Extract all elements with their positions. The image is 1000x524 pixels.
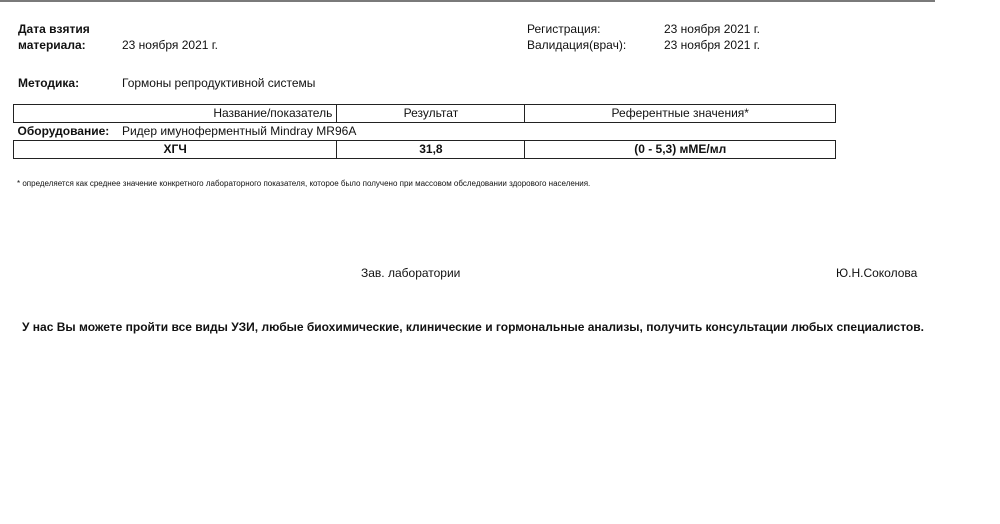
- equipment-label: Оборудование:: [17, 124, 110, 138]
- reference-footnote: * определяется как среднее значение конкретного лабораторного показателя, которое было получено при массовом обследовании здорового населения.: [17, 179, 591, 188]
- test-reference: (0 - 5,3) мМЕ/мл: [525, 141, 836, 159]
- test-result: 31,8: [337, 141, 525, 159]
- equipment-value: Ридер имуноферментный Mindray MR96A: [121, 124, 357, 138]
- header-reference: Референтные значения*: [525, 105, 836, 123]
- signature-title: Зав. лаборатории: [361, 266, 461, 280]
- validation-date: 23 ноября 2021 г.: [664, 38, 760, 52]
- signature-name: Ю.Н.Соколова: [836, 266, 918, 280]
- table-row: [14, 141, 836, 159]
- header-name: Название/показатель: [14, 105, 337, 123]
- validation-label: Валидация(врач):: [527, 38, 627, 52]
- top-divider: [0, 0, 935, 2]
- registration-label: Регистрация:: [527, 22, 601, 36]
- equipment-row: [14, 123, 836, 141]
- collection-date-label-line1: Дата взятия: [18, 22, 90, 36]
- method-label: Методика:: [18, 76, 80, 90]
- test-name: ХГЧ: [14, 141, 337, 159]
- results-table: [13, 104, 836, 159]
- services-advertisement: У нас Вы можете пройти все виды УЗИ, любые биохимические, клинические и гормональные анализы, получить консультации любых специалистов.: [22, 320, 924, 334]
- collection-date-label-line2: материала:: [18, 38, 86, 52]
- table-header-row: [14, 105, 836, 123]
- collection-date-value: 23 ноября 2021 г.: [122, 38, 218, 52]
- method-value: Гормоны репродуктивной системы: [122, 76, 316, 90]
- header-result: Результат: [337, 105, 525, 123]
- registration-date: 23 ноября 2021 г.: [664, 22, 760, 36]
